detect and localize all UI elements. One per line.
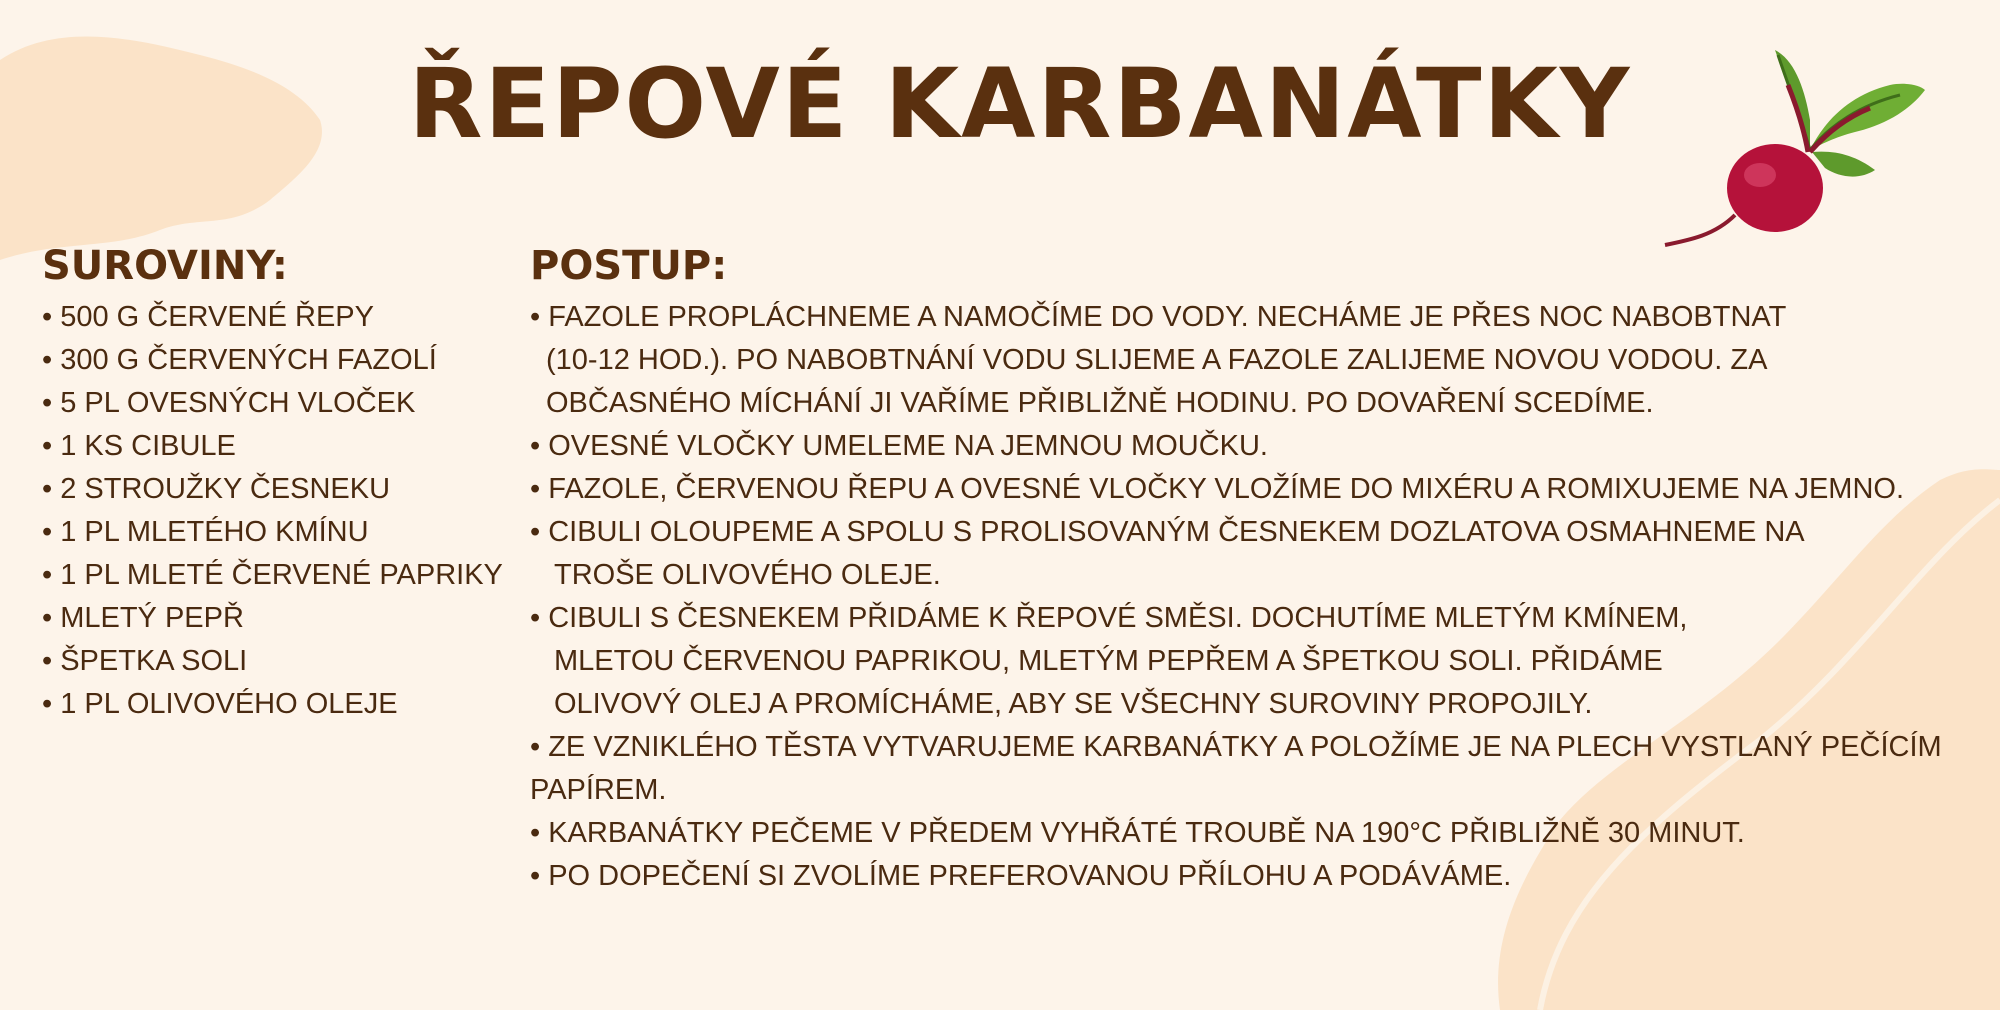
step-line: OBČASNÉHO MÍCHÁNÍ JI VAŘÍME PŘIBLIŽNĚ HODINU. PO DOVAŘENÍ SCEDÍME. [546, 387, 1654, 419]
step-line: • CIBULI S ČESNEKEM PŘIDÁME K ŘEPOVÉ SMĚSI. DOCHUTÍME MLETÝM KMÍNEM, [530, 602, 1688, 634]
step-item [530, 597, 1970, 726]
step-line: PAPÍREM. [530, 774, 667, 806]
step-item [530, 726, 1970, 812]
step-line: • KARBANÁTKY PEČEME V PŘEDEM VYHŘÁTÉ TROUBĚ NA 190°C PŘIBLIŽNĚ 30 MINUT. [530, 817, 1745, 849]
ingredient-item: • MLETÝ PEPŘ [42, 597, 503, 640]
step-line: • FAZOLE, ČERVENOU ŘEPU A OVESNÉ VLOČKY VLOŽÍME DO MIXÉRU A ROMIXUJEME NA JEMNO. [530, 473, 1905, 505]
ingredient-item: • ŠPETKA SOLI [42, 640, 503, 683]
step-line: TROŠE OLIVOVÉHO OLEJE. [554, 559, 941, 591]
beetroot-icon [1660, 40, 1930, 250]
step-line: OLIVOVÝ OLEJ A PROMÍCHÁME, ABY SE VŠECHNY SUROVINY PROPOJILY. [554, 688, 1593, 720]
step-line: • FAZOLE PROPLÁCHNEME A NAMOČÍME DO VODY. NECHÁME JE PŘES NOC NABOBTNAT [530, 301, 1787, 333]
ingredient-item: • 1 PL MLETÉHO KMÍNU [42, 511, 503, 554]
ingredient-item: • 2 STROUŽKY ČESNEKU [42, 468, 503, 511]
step-line: • PO DOPEČENÍ SI ZVOLÍME PREFEROVANOU PŘÍLOHU A PODÁVÁME. [530, 860, 1512, 892]
step-line: MLETOU ČERVENOU PAPRIKOU, MLETÝM PEPŘEM A ŠPETKOU SOLI. PŘIDÁME [554, 645, 1663, 677]
ingredient-item: • 1 PL MLETÉ ČERVENÉ PAPRIKY [42, 554, 503, 597]
step-line: • ZE VZNIKLÉHO TĚSTA VYTVARUJEME KARBANÁTKY A POLOŽÍME JE NA PLECH VYSTLANÝ PEČÍCÍM [530, 731, 1942, 763]
ingredient-item: • 1 KS CIBULE [42, 425, 503, 468]
ingredients-heading: SUROVINY: [42, 243, 288, 289]
ingredient-item: • 500 G ČERVENÉ ŘEPY [42, 296, 503, 339]
steps-heading: POSTUP: [530, 243, 728, 289]
recipe-title: ŘEPOVÉ KARBANÁTKY [408, 48, 1632, 160]
ingredient-item: • 5 PL OVESNÝCH VLOČEK [42, 382, 503, 425]
step-item [530, 855, 1970, 898]
step-item [530, 296, 1970, 425]
step-line: • OVESNÉ VLOČKY UMELEME NA JEMNOU MOUČKU. [530, 430, 1268, 462]
step-item [530, 425, 1970, 468]
step-item [530, 511, 1970, 597]
step-line: (10-12 HOD.). PO NABOBTNÁNÍ VODU SLIJEME A FAZOLE ZALIJEME NOVOU VODOU. ZA [546, 344, 1768, 376]
ingredients-list [42, 296, 503, 726]
step-item [530, 468, 1970, 511]
ingredient-item: • 1 PL OLIVOVÉHO OLEJE [42, 683, 503, 726]
step-line: • CIBULI OLOUPEME A SPOLU S PROLISOVANÝM ČESNEKEM DOZLATOVA OSMAHNEME NA [530, 516, 1805, 548]
steps-list [530, 296, 1970, 898]
ingredient-item: • 300 G ČERVENÝCH FAZOLÍ [42, 339, 503, 382]
step-item [530, 812, 1970, 855]
